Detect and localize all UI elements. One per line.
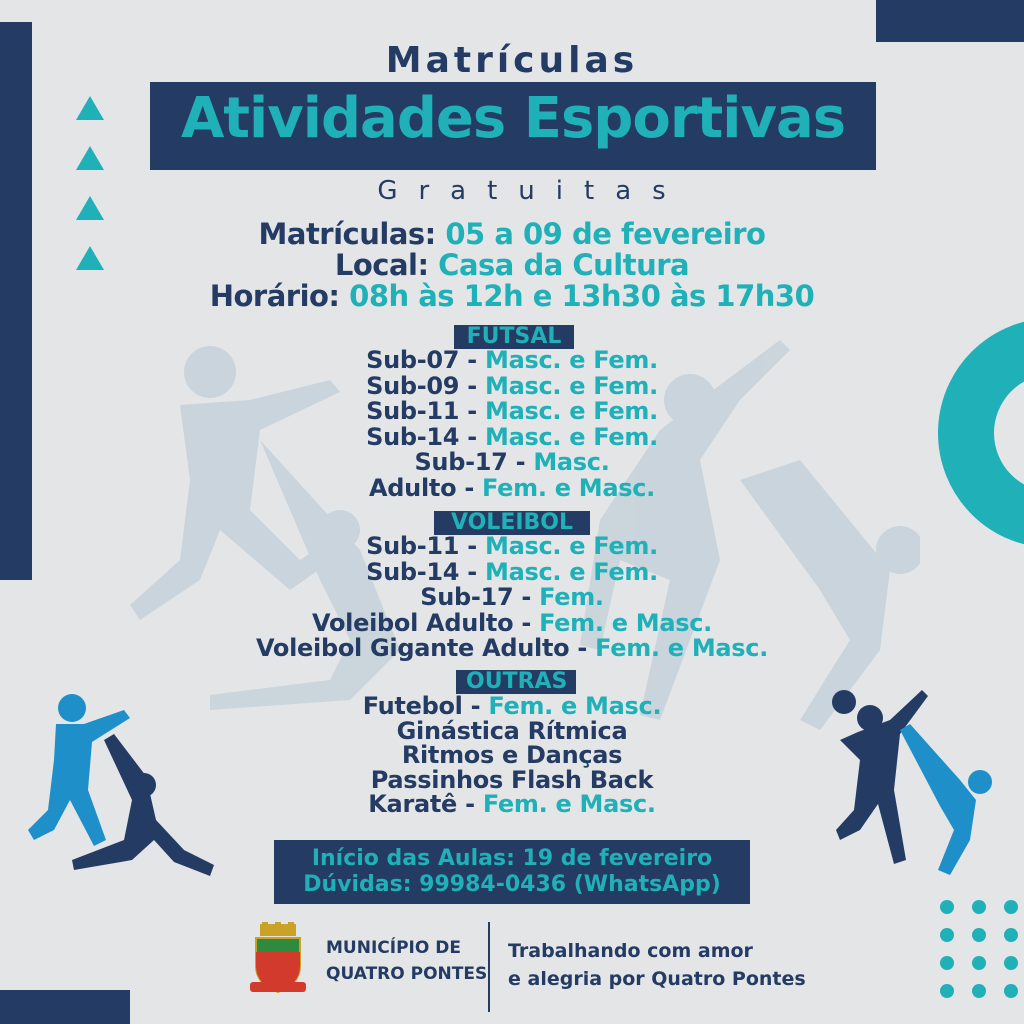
dot-icon — [1004, 928, 1018, 942]
info-local — [0, 249, 1024, 281]
municipal-crest-icon — [246, 922, 310, 998]
info-value: Casa da Cultura — [438, 248, 690, 282]
info-value: 08h às 12h e 13h30 às 17h30 — [349, 279, 815, 313]
dot-icon — [1004, 956, 1018, 970]
footer-divider — [488, 922, 490, 1012]
contact-line: Dúvidas: 99984-0436 (WhatsApp) — [303, 872, 721, 897]
row-value: Masc. e Fem. — [484, 557, 658, 586]
row-label: Sub-11 - — [366, 532, 477, 560]
start-date-line: Início das Aulas: 19 de fevereiro — [311, 846, 713, 871]
row-label: Sub-11 - — [366, 397, 477, 425]
dot-icon — [1004, 984, 1018, 998]
outras-row — [0, 716, 1024, 745]
row-value: Fem. e Masc. — [488, 692, 662, 720]
dot-icon — [972, 900, 986, 914]
municipality-line2: QUATRO PONTES — [326, 964, 488, 984]
row-value: Masc. e Fem. — [484, 532, 658, 560]
row-label: Ginástica Rítmica — [396, 716, 628, 745]
voleibol-row — [0, 608, 1024, 637]
slogan-line1: Trabalhando com amor — [508, 940, 753, 962]
row-value: Masc. e Fem. — [484, 371, 658, 400]
row-label: Passinhos Flash Back — [370, 765, 654, 794]
info-label: Horário: — [209, 279, 340, 313]
row-label: Sub-07 - — [366, 346, 477, 374]
outras-row — [0, 694, 1024, 719]
dot-icon — [1004, 900, 1018, 914]
row-label: Sub-17 - — [420, 583, 532, 611]
row-label: Sub-17 - — [414, 448, 526, 476]
voleibol-row — [0, 636, 1024, 661]
header-subtitle: Gratuitas — [377, 176, 687, 206]
slogan-line2: e alegria por Quatro Pontes — [508, 968, 806, 990]
info-value: 05 a 09 de fevereiro — [445, 217, 766, 251]
category-tag-voleibol: VOLEIBOL — [434, 511, 590, 535]
futsal-row — [0, 450, 1024, 475]
dot-icon — [940, 928, 954, 942]
row-value: Masc. e Fem. — [484, 346, 658, 374]
info-horario — [0, 280, 1024, 312]
row-label: Adulto - — [369, 473, 474, 502]
outras-row — [0, 792, 1024, 817]
row-value: Fem. e Masc. — [482, 473, 655, 502]
category-tag-futsal: FUTSAL — [454, 325, 574, 349]
dot-icon — [972, 984, 986, 998]
row-label: Ritmos e Danças — [401, 741, 623, 769]
row-value: Fem. — [539, 583, 604, 611]
futsal-row — [0, 399, 1024, 424]
futsal-row — [0, 473, 1024, 502]
info-label: Local: — [334, 248, 429, 282]
voleibol-row — [0, 585, 1024, 610]
row-value: Masc. e Fem. — [484, 397, 658, 425]
municipality-line1: MUNICÍPIO DE — [326, 938, 461, 958]
header-matriculas: Matrículas — [385, 40, 639, 81]
dot-icon — [972, 928, 986, 942]
row-label: Voleibol Gigante Adulto - — [255, 634, 588, 662]
row-value: Fem. e Masc. — [539, 608, 712, 637]
outras-row — [0, 743, 1024, 768]
futsal-row — [0, 348, 1024, 373]
dot-icon — [972, 956, 986, 970]
category-tag-outras: OUTRAS — [456, 670, 576, 694]
page-title: Atividades Esportivas — [180, 86, 846, 151]
dot-icon — [940, 956, 954, 970]
row-label: Sub-14 - — [366, 422, 477, 451]
info-label: Matrículas: — [258, 217, 436, 251]
bottom-left-accent-bar — [0, 990, 130, 1024]
voleibol-row — [0, 534, 1024, 559]
futsal-row — [0, 422, 1024, 451]
futsal-row — [0, 371, 1024, 400]
row-label: Sub-14 - — [366, 557, 477, 586]
row-value: Fem. e Masc. — [482, 790, 656, 818]
voleibol-row — [0, 557, 1024, 586]
row-value: Masc. e Fem. — [484, 422, 658, 451]
outras-row — [0, 765, 1024, 794]
row-value: Fem. e Masc. — [595, 634, 769, 662]
info-matriculas — [0, 218, 1024, 250]
top-right-accent-bar — [876, 0, 1024, 42]
dot-icon — [940, 984, 954, 998]
row-label: Sub-09 - — [366, 371, 477, 400]
triangle-icon — [76, 146, 104, 170]
triangle-icon — [76, 96, 104, 120]
row-label: Voleibol Adulto - — [312, 608, 531, 637]
row-value: Masc. — [533, 448, 610, 476]
row-label: Futebol - — [362, 692, 481, 720]
dot-icon — [940, 900, 954, 914]
row-label: Karatê - — [368, 790, 475, 818]
